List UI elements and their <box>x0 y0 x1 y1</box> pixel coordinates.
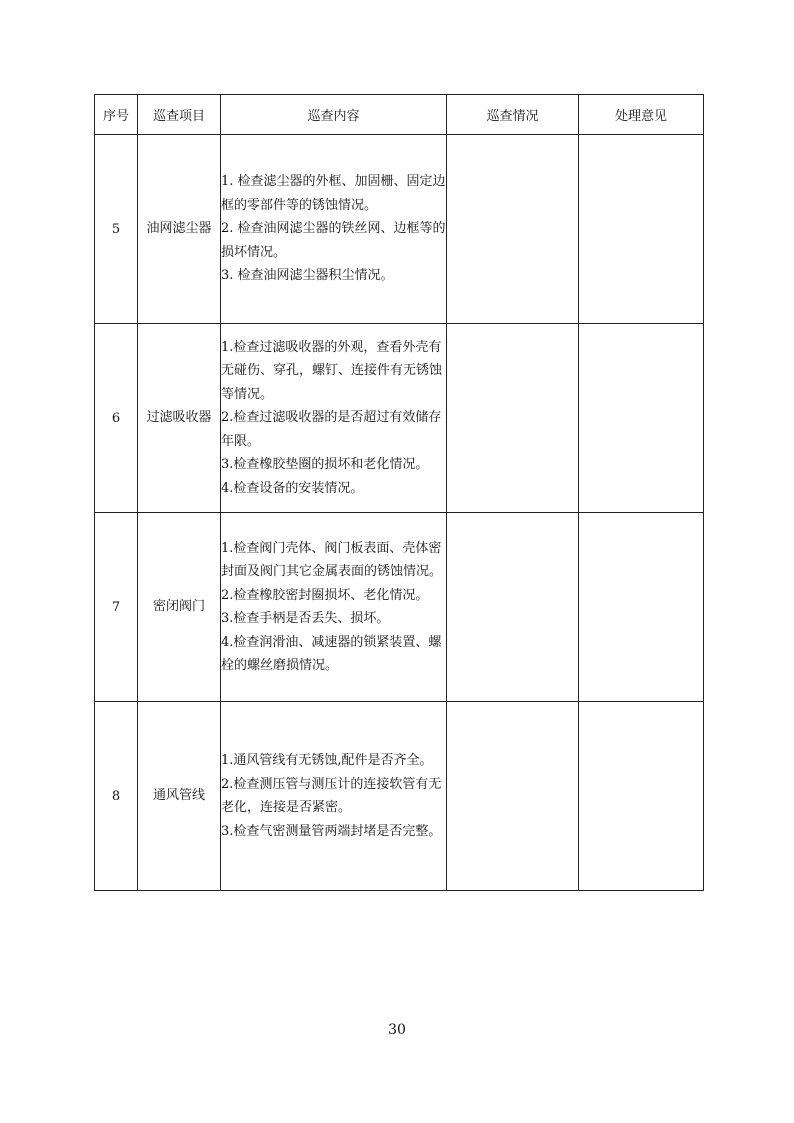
row-status <box>447 324 579 513</box>
row-opinion <box>579 513 704 702</box>
row-status <box>447 135 579 324</box>
content-line: 2.检查橡胶密封圈损坏、老化情况。 <box>221 587 429 603</box>
row-status <box>447 513 579 702</box>
header-status: 巡查情况 <box>447 95 579 135</box>
content-line: 1.检查过滤吸收器的外观，查看外壳有无碰伤、穿孔，螺钉、连接件有无锈蚀等情况。 <box>221 339 443 402</box>
content-line: 4.检查设备的安装情况。 <box>221 480 364 496</box>
header-item: 巡查项目 <box>138 95 221 135</box>
page-number: 30 <box>388 1022 406 1038</box>
row-content <box>221 513 447 702</box>
row-content <box>221 135 447 324</box>
row-opinion <box>579 135 704 324</box>
content-line: 1.通风管线有无锈蚀,配件是否齐全。 <box>221 753 433 768</box>
content-line: 4.检查润滑油、减速器的锁紧装置、螺栓的螺丝磨损情况。 <box>221 634 442 673</box>
row-item: 密闭阀门 <box>138 513 221 702</box>
row-item: 过滤吸收器 <box>138 324 221 513</box>
table-row <box>95 702 704 891</box>
header-seq: 序号 <box>95 95 138 135</box>
table-row <box>95 135 704 324</box>
row-number: 6 <box>95 324 138 513</box>
content-line: 3.检查橡胶垫圈的损坏和老化情况。 <box>221 457 429 473</box>
content-line: 1.检查阀门壳体、阀门板表面、壳体密封面及阀门其它金属表面的锈蚀情况。 <box>221 540 443 579</box>
row-number: 8 <box>95 702 138 891</box>
content-line: 2.检查过滤吸收器的是否超过有效储存年限。 <box>221 410 442 449</box>
row-status <box>447 702 579 891</box>
header-content: 巡查内容 <box>221 95 447 135</box>
header-opinion: 处理意见 <box>579 95 704 135</box>
content-line: 1. 检查滤尘器的外框、加固栅、固定边框的零部件等的锈蚀情况。 <box>221 174 446 213</box>
row-number: 5 <box>95 135 138 324</box>
row-content <box>221 324 447 513</box>
row-opinion <box>579 702 704 891</box>
row-item: 通风管线 <box>138 702 221 891</box>
table-row <box>95 513 704 702</box>
row-number: 7 <box>95 513 138 702</box>
row-opinion <box>579 324 704 513</box>
table-row <box>95 324 704 513</box>
inspection-table <box>94 94 704 891</box>
content-line: 2.检查测压管与测压计的连接软管有无老化，连接是否紧密。 <box>221 776 442 815</box>
table-header-row <box>95 95 704 135</box>
row-content <box>221 702 447 891</box>
content-line: 3.检查手柄是否丢失、损坏。 <box>221 611 390 626</box>
content-line: 2. 检查油网滤尘器的铁丝网、边框等的损坏情况。 <box>221 221 446 260</box>
row-item: 油网滤尘器 <box>138 135 221 324</box>
content-line: 3. 检查油网滤尘器积尘情况。 <box>221 268 394 284</box>
content-line: 3.检查气密测量管两端封堵是否完整。 <box>221 823 442 839</box>
